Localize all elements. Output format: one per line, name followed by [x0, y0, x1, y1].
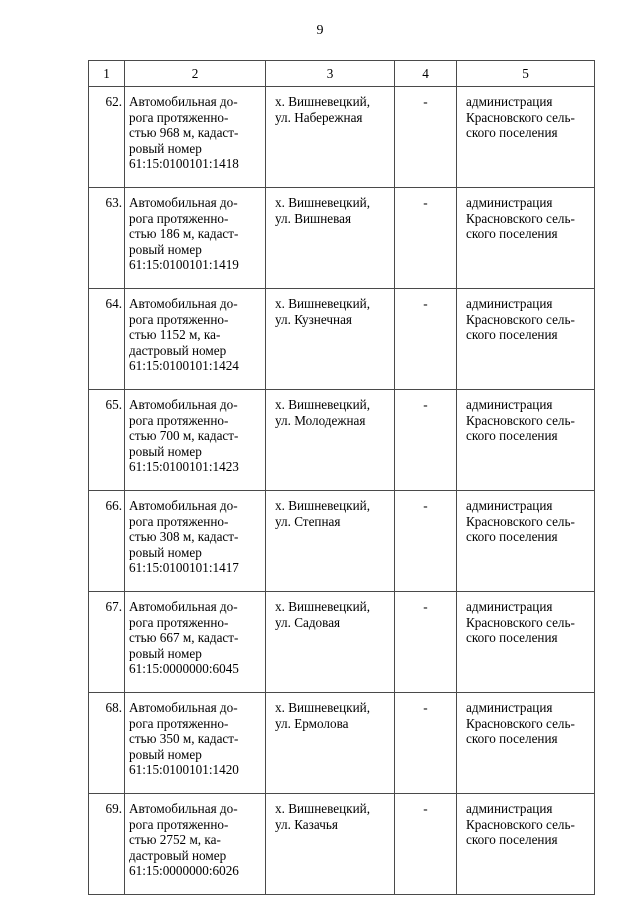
- address-line: ул. Кузнечная: [275, 311, 352, 327]
- address-line: х. Вишневецкий,: [275, 195, 370, 210]
- column-4-cell: -: [395, 592, 457, 693]
- address-line: ул. Набережная: [275, 109, 363, 125]
- address-cell: [266, 794, 395, 895]
- row-number-cell: 62.: [89, 87, 125, 188]
- description-line: стью 667 м, кадаст-: [129, 630, 239, 645]
- owner-line: Красновского сель-: [466, 311, 575, 327]
- owner-line: администрация: [466, 599, 553, 614]
- row-number-cell: 68.: [89, 693, 125, 794]
- owner-line: администрация: [466, 94, 553, 109]
- row-number-cell: 67.: [89, 592, 125, 693]
- description-line: ровый номер: [129, 746, 202, 762]
- address-line: ул. Степная: [275, 513, 341, 529]
- description-line: стью 700 м, кадаст-: [129, 428, 239, 443]
- object-description-cell: [125, 87, 266, 188]
- description-line: Автомобильная до-: [129, 195, 238, 210]
- description-line: Автомобильная до-: [129, 700, 238, 715]
- owner-cell: [457, 87, 595, 188]
- row-number-cell: 66.: [89, 491, 125, 592]
- address-cell: [266, 592, 395, 693]
- object-description-cell: [125, 794, 266, 895]
- header-col-5: 5: [457, 61, 595, 87]
- description-line: 61:15:0000000:6045: [129, 661, 239, 676]
- description-line: Автомобильная до-: [129, 801, 238, 816]
- description-line: дастровый номер: [129, 342, 227, 358]
- header-row: [89, 61, 595, 87]
- table-row: [89, 188, 595, 289]
- description-line: стью 1152 м, ка-: [129, 327, 221, 342]
- owner-line: ского поселения: [466, 529, 558, 544]
- address-line: ул. Молодежная: [275, 412, 366, 428]
- description-line: стью 186 м, кадаст-: [129, 226, 239, 241]
- object-description-cell: [125, 188, 266, 289]
- owner-line: Красновского сель-: [466, 614, 575, 630]
- owner-cell: [457, 289, 595, 390]
- description-line: 61:15:0100101:1418: [129, 156, 239, 171]
- description-line: рога протяженно-: [129, 816, 229, 832]
- header-col-1: 1: [89, 61, 125, 87]
- column-4-cell: -: [395, 794, 457, 895]
- description-line: Автомобильная до-: [129, 397, 238, 412]
- column-4-cell: -: [395, 693, 457, 794]
- address-line: х. Вишневецкий,: [275, 801, 370, 816]
- address-cell: [266, 491, 395, 592]
- description-line: стью 308 м, кадаст-: [129, 529, 239, 544]
- owner-line: администрация: [466, 801, 553, 816]
- object-description-cell: [125, 592, 266, 693]
- owner-line: Красновского сель-: [466, 109, 575, 125]
- description-line: рога протяженно-: [129, 210, 229, 226]
- address-cell: [266, 289, 395, 390]
- owner-line: Красновского сель-: [466, 412, 575, 428]
- owner-line: Красновского сель-: [466, 816, 575, 832]
- owner-cell: [457, 188, 595, 289]
- address-line: х. Вишневецкий,: [275, 296, 370, 311]
- description-line: дастровый номер: [129, 847, 227, 863]
- header-col-2: 2: [125, 61, 266, 87]
- object-description-cell: [125, 289, 266, 390]
- object-description-cell: [125, 491, 266, 592]
- address-line: х. Вишневецкий,: [275, 700, 370, 715]
- address-cell: [266, 188, 395, 289]
- address-line: ул. Вишневая: [275, 210, 352, 226]
- owner-line: администрация: [466, 296, 553, 311]
- description-line: 61:15:0100101:1423: [129, 459, 239, 474]
- object-description-cell: [125, 693, 266, 794]
- description-line: рога протяженно-: [129, 109, 229, 125]
- table-row: [89, 289, 595, 390]
- owner-cell: [457, 390, 595, 491]
- owner-line: ского поселения: [466, 327, 558, 342]
- owner-line: ского поселения: [466, 428, 558, 443]
- table-row: [89, 693, 595, 794]
- description-line: ровый номер: [129, 443, 202, 459]
- table-row: [89, 390, 595, 491]
- description-line: ровый номер: [129, 241, 202, 257]
- owner-line: администрация: [466, 700, 553, 715]
- description-line: стью 968 м, кадаст-: [129, 125, 239, 140]
- address-line: ул. Казачья: [275, 816, 338, 832]
- owner-line: ского поселения: [466, 630, 558, 645]
- description-line: Автомобильная до-: [129, 599, 238, 614]
- description-line: стью 2752 м, ка-: [129, 832, 221, 847]
- description-line: 61:15:0100101:1420: [129, 762, 239, 777]
- row-number-cell: 64.: [89, 289, 125, 390]
- owner-line: Красновского сель-: [466, 715, 575, 731]
- table-row: [89, 592, 595, 693]
- column-4-cell: -: [395, 390, 457, 491]
- header-col-3: 3: [266, 61, 395, 87]
- row-number-cell: 65.: [89, 390, 125, 491]
- column-4-cell: -: [395, 87, 457, 188]
- owner-cell: [457, 693, 595, 794]
- description-line: 61:15:0100101:1424: [129, 358, 239, 373]
- description-line: рога протяженно-: [129, 412, 229, 428]
- owner-line: ского поселения: [466, 832, 558, 847]
- table-row: [89, 794, 595, 895]
- address-line: ул. Ермолова: [275, 715, 349, 731]
- description-line: ровый номер: [129, 140, 202, 156]
- owner-cell: [457, 592, 595, 693]
- road-registry-table: [88, 60, 595, 895]
- owner-line: ского поселения: [466, 125, 558, 140]
- address-cell: [266, 390, 395, 491]
- page-number: 9: [316, 23, 324, 38]
- description-line: Автомобильная до-: [129, 94, 238, 109]
- object-description-cell: [125, 390, 266, 491]
- description-line: ровый номер: [129, 645, 202, 661]
- description-line: рога протяженно-: [129, 715, 229, 731]
- address-line: х. Вишневецкий,: [275, 599, 370, 614]
- owner-line: ского поселения: [466, 731, 558, 746]
- description-line: 61:15:0100101:1419: [129, 257, 239, 272]
- row-number-cell: 63.: [89, 188, 125, 289]
- address-line: ул. Садовая: [275, 614, 341, 630]
- column-4-cell: -: [395, 188, 457, 289]
- owner-line: администрация: [466, 498, 553, 513]
- column-4-cell: -: [395, 289, 457, 390]
- description-line: стью 350 м, кадаст-: [129, 731, 239, 746]
- description-line: рога протяженно-: [129, 614, 229, 630]
- owner-line: Красновского сель-: [466, 210, 575, 226]
- table-row: [89, 87, 595, 188]
- header-col-4: 4: [395, 61, 457, 87]
- address-line: х. Вишневецкий,: [275, 498, 370, 513]
- address-line: х. Вишневецкий,: [275, 94, 370, 109]
- column-4-cell: -: [395, 491, 457, 592]
- table-body: [89, 87, 595, 895]
- description-line: рога протяженно-: [129, 311, 229, 327]
- description-line: ровый номер: [129, 544, 202, 560]
- address-cell: [266, 693, 395, 794]
- owner-line: администрация: [466, 397, 553, 412]
- description-line: Автомобильная до-: [129, 498, 238, 513]
- description-line: 61:15:0000000:6026: [129, 863, 239, 878]
- owner-line: администрация: [466, 195, 553, 210]
- address-line: х. Вишневецкий,: [275, 397, 370, 412]
- owner-line: Красновского сель-: [466, 513, 575, 529]
- description-line: 61:15:0100101:1417: [129, 560, 239, 575]
- owner-cell: [457, 794, 595, 895]
- row-number-cell: 69.: [89, 794, 125, 895]
- table-row: [89, 491, 595, 592]
- owner-line: ского поселения: [466, 226, 558, 241]
- description-line: Автомобильная до-: [129, 296, 238, 311]
- description-line: рога протяженно-: [129, 513, 229, 529]
- owner-cell: [457, 491, 595, 592]
- address-cell: [266, 87, 395, 188]
